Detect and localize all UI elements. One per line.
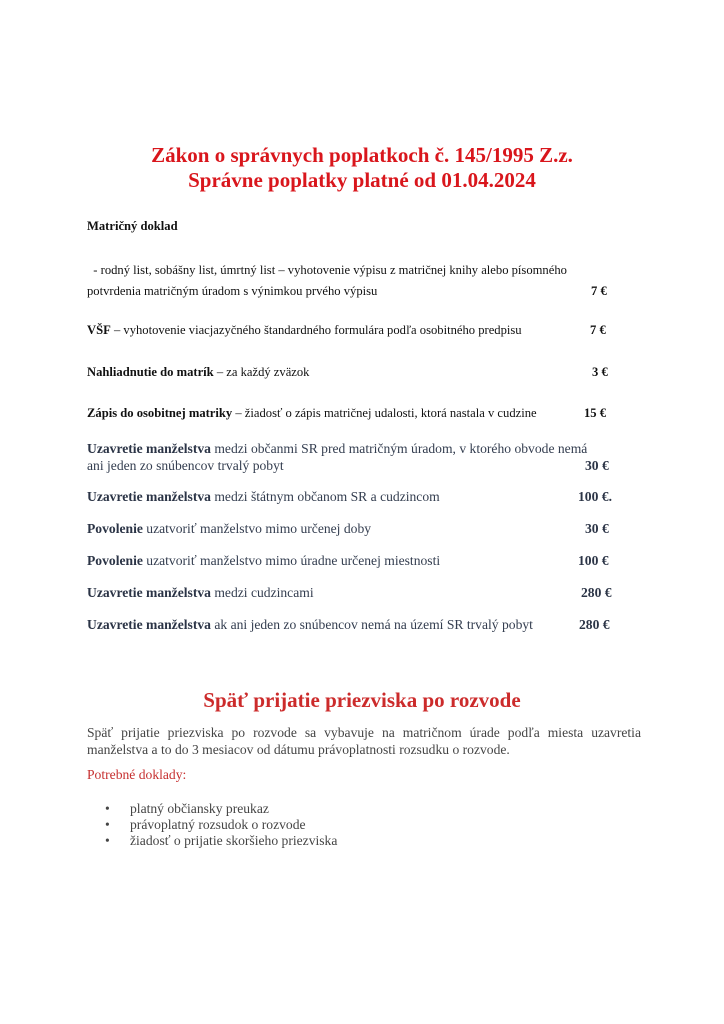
fee-item-title: Nahliadnutie do matrík <box>87 365 214 379</box>
bullet-icon: • <box>105 833 110 848</box>
bullet-icon: • <box>105 801 110 816</box>
fee-item-description-continued: ani jeden zo snúbencov trvalý pobyt <box>87 458 284 473</box>
fee-item-title: Uzavretie manželstva <box>87 585 211 600</box>
fee-item-description: uzatvoriť manželstvo mimo úradne určenej miestnosti <box>142 553 441 568</box>
fee-item-zapis-osobitnej-matriky <box>87 406 537 421</box>
fee-item-description: – vyhotovenie viacjazyčného štandardného formulára podľa osobitného predpisu <box>110 323 522 337</box>
fee-price: 15 € <box>584 406 607 420</box>
fee-item-description: medzi občanmi SR pred matričným úradom, v ktorého obvode nemá <box>210 441 588 456</box>
fee-item-description: ak ani jeden zo snúbencov nemá na území SR trvalý pobyt <box>210 617 533 632</box>
fee-item-title: Povolenie <box>87 521 143 536</box>
fee-price: 30 € <box>585 458 609 473</box>
fee-item-povolenie-mimo-miestnosti <box>87 553 440 569</box>
list-item: • žiadosť o prijatie skoršieho priezviska <box>105 833 338 848</box>
fee-item-description: – žiadosť o zápis matričnej udalosti, ktorá nastala v cudzine <box>232 406 537 420</box>
surname-section-paragraph: Späť prijatie priezviska po rozvode sa vybavuje na matričnom úrade podľa miesta uzavretia manželstva a to do 3 mesiacov od dátumu právoplatnosti rozsudku o rozvode. <box>87 725 641 757</box>
matricny-doklad-description-line1: - rodný list, sobášny list, úmrtný list – vyhotovenie výpisu z matričnej knihy alebo písomného <box>87 263 567 277</box>
required-documents-label: Potrebné doklady: <box>87 767 187 782</box>
document-title-line2: Správne poplatky platné od 01.04.2024 <box>188 168 536 192</box>
fee-item-vsf <box>87 323 522 338</box>
matricny-doklad-description-line2: potvrdenia matričným úradom s výnimkou prvého výpisu <box>87 284 378 298</box>
fee-price: 30 € <box>585 521 609 536</box>
fee-item-description: medzi štátnym občanom SR a cudzincom <box>210 489 440 504</box>
fee-item-description: medzi cudzincami <box>210 585 314 600</box>
fee-item-title: Zápis do osobitnej matriky <box>87 406 233 420</box>
list-item: • platný občiansky preukaz <box>105 801 269 816</box>
fee-price: 100 €. <box>578 489 612 504</box>
fee-item-description: – za každý zväzok <box>213 365 310 379</box>
fee-item-title: VŠF <box>87 323 111 337</box>
section-heading-spat-prijatie-priezviska: Späť prijatie priezviska po rozvode <box>203 688 521 712</box>
required-documents-list <box>105 801 337 849</box>
fee-price: 280 € <box>579 617 610 632</box>
fee-price: 280 € <box>581 585 612 600</box>
fee-item-description: uzatvoriť manželstvo mimo určenej doby <box>142 521 372 536</box>
fee-item-uzavretie-bez-pobytu <box>87 617 533 633</box>
fee-item-title: Uzavretie manželstva <box>87 617 211 632</box>
fee-price: 7 € <box>590 323 606 337</box>
section-heading-matricny-doklad: Matričný doklad <box>87 219 178 233</box>
bullet-icon: • <box>105 817 110 832</box>
fee-item-uzavretie-sr-cudzinec <box>87 489 440 505</box>
fee-item-povolenie-mimo-doby <box>87 521 371 537</box>
fee-price: 7 € <box>591 284 607 298</box>
fee-price: 100 € <box>578 553 609 568</box>
document-title-line1: Zákon o správnych poplatkoch č. 145/1995 Z.z. <box>151 143 573 167</box>
fee-item-uzavretie-obcania-sr <box>87 441 587 457</box>
fee-item-nahliadnutie <box>87 365 309 380</box>
fee-item-title: Uzavretie manželstva <box>87 489 211 504</box>
fee-item-title: Uzavretie manželstva <box>87 441 211 456</box>
fee-price: 3 € <box>592 365 608 379</box>
fee-item-uzavretie-cudzinci <box>87 585 314 601</box>
list-item: • právoplatný rozsudok o rozvode <box>105 817 306 832</box>
fee-item-title: Povolenie <box>87 553 143 568</box>
